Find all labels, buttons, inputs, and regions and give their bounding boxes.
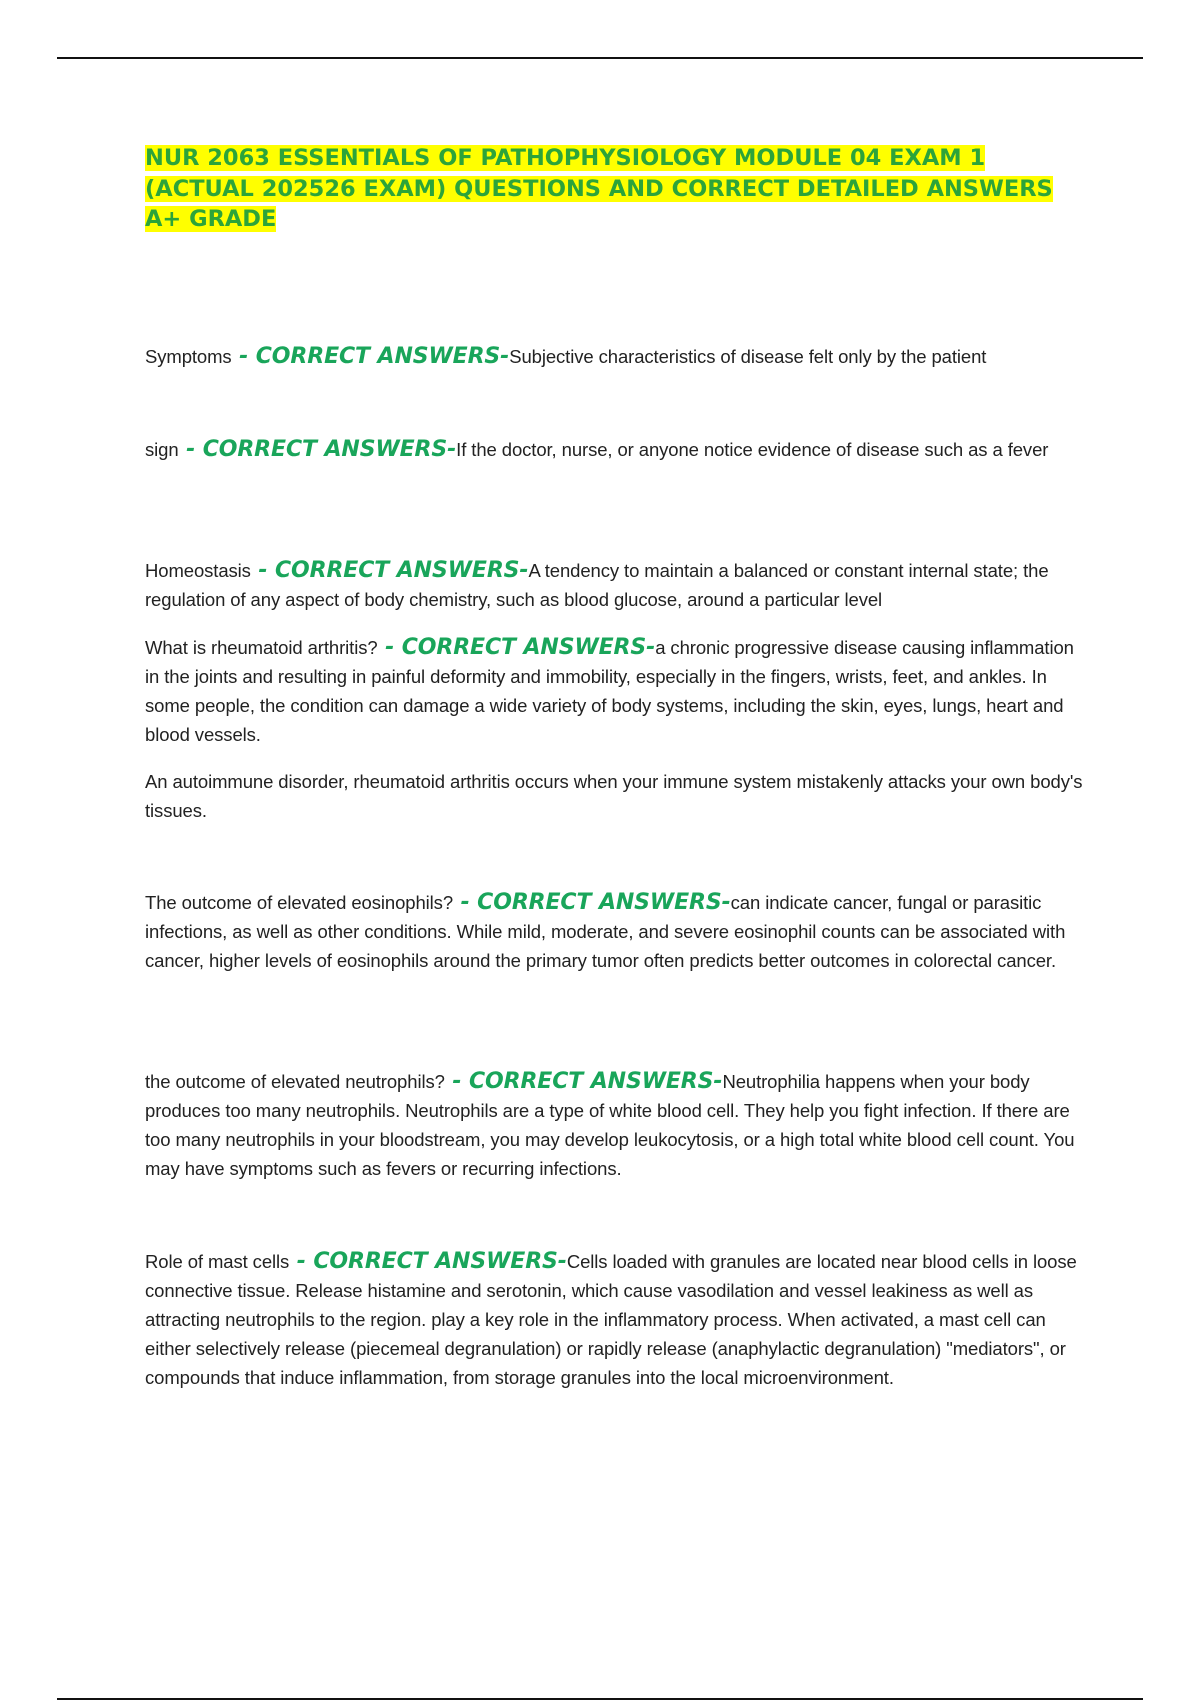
entry-answer: can indicate cancer, fungal or parasitic infections, as well as other conditions. While mild, moderate, and severe eosinophil counts can be associated with cancer, higher levels of eosinophils around the primary tumor often predicts better outcomes in colorectal cancer.	[145, 892, 1066, 971]
entry-answer: Cells loaded with granules are located near blood cells in loose connective tissue. Release histamine and serotonin, which cause vasodilation and vessel leakiness as well as attracting neutrophils to the region. play a key role in the inflammatory process. When activated, a mast cell can either selectively release (piecemeal degranulation) or rapidly release (anaphylactic degranulation) "mediators", or compounds that induce inflammation, from storage granules into the local microenvironment.	[145, 1251, 1077, 1388]
correct-answers-tag: - CORRECT ANSWERS-	[178, 437, 457, 462]
entry-term: Homeostasis	[145, 560, 251, 581]
entry-term: Role of mast cells	[145, 1251, 290, 1272]
qa-entry-symptoms	[145, 342, 1090, 371]
entry-answer: A tendency to maintain a balanced or constant internal state; the regulation of any aspect of body chemistry, such as blood glucose, around a particular level	[145, 560, 1049, 610]
entry-term: the outcome of elevated neutrophils?	[145, 1071, 445, 1092]
top-rule	[57, 57, 1143, 59]
correct-answers-tag: - CORRECT ANSWERS-	[444, 1069, 723, 1094]
correct-answers-tag: - CORRECT ANSWERS-	[377, 635, 656, 660]
entry-term: sign	[145, 439, 179, 460]
qa-entry-homeostasis	[145, 556, 1090, 614]
qa-entry-sign	[145, 435, 1090, 464]
correct-answers-tag: - CORRECT ANSWERS-	[231, 344, 510, 369]
correct-answers-tag: - CORRECT ANSWERS-	[250, 558, 529, 583]
correct-answers-tag: - CORRECT ANSWERS-	[289, 1249, 567, 1274]
entry-answer: If the doctor, nurse, or anyone notice evidence of disease such as a fever	[456, 439, 1049, 460]
correct-answers-tag: - CORRECT ANSWERS-	[453, 890, 731, 915]
entry-answer: Neutrophilia happens when your body produces too many neutrophils. Neutrophils are a type of white blood cell. They help you fight infection. If there are too many neutrophils in your bloodstream, you may develop leukocytosis, or a high total white blood cell count. You may have symptoms such as fevers or recurring infections.	[145, 1071, 1075, 1179]
entry-answer: An autoimmune disorder, rheumatoid arthritis occurs when your immune system mistakenly attacks your own body's tissues.	[145, 771, 1083, 821]
qa-entry-mast-cells	[145, 1247, 1090, 1392]
entry-term: Symptoms	[145, 346, 232, 367]
qa-entry-neutrophils	[145, 1067, 1090, 1183]
entry-answer: a chronic progressive disease causing inflammation in the joints and resulting in painful deformity and immobility, especially in the fingers, wrists, feet, and ankles. In some people, the condition can damage a wide variety of body systems, including the skin, eyes, lungs, heart and blood vessels.	[145, 637, 1074, 745]
qa-entry-eosinophils	[145, 888, 1090, 975]
entry-term: What is rheumatoid arthritis?	[145, 637, 378, 658]
title-highlight: NUR 2063 ESSENTIALS OF PATHOPHYSIOLOGY MODULE 04 EXAM 1 (ACTUAL 202526 EXAM) QUESTIONS AND CORRECT DETAILED ANSWERS A+ GRADE	[145, 145, 1053, 232]
qa-entry-ra-followup	[145, 767, 1090, 825]
entry-answer: Subjective characteristics of disease felt only by the patient	[509, 346, 987, 367]
entry-term: The outcome of elevated eosinophils?	[145, 892, 454, 913]
qa-entry-rheumatoid-arthritis	[145, 633, 1090, 749]
document-title	[145, 143, 1085, 235]
